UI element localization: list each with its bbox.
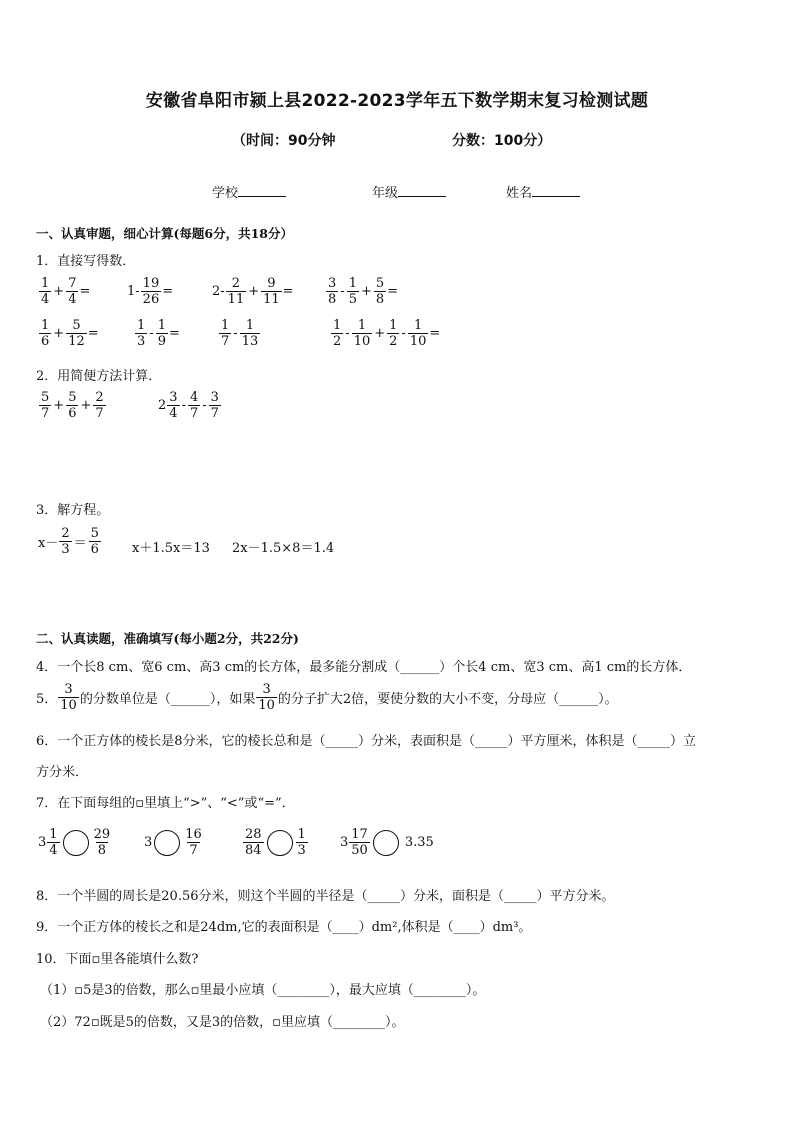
question-6-line2: 方分米．: [36, 765, 89, 780]
question-3: 3．解方程。: [36, 503, 110, 518]
compare-circle[interactable]: [373, 830, 399, 856]
question-10: 10．下面▫里各能填什么数?: [36, 952, 199, 967]
compare-circle[interactable]: [267, 830, 293, 856]
section2-heading: 二、认真读题，准确填写(每小题2分，共22分): [36, 631, 299, 646]
question-10-part2: （2）72▫既是5的倍数，又是3的倍数，▫里应填（________）。: [40, 1015, 405, 1030]
q3-eq-3: 2x－1.5×8＝1.4: [232, 541, 335, 556]
section1-heading: 一、认真审题，细心计算(每题6分，共18分）: [36, 226, 294, 241]
question-2: 2．用简便方法计算．: [36, 369, 162, 384]
q1-expr-7: $\frac{1}{7}$ - $\frac{1}{13}$: [221, 318, 259, 349]
q7-compare-1: 3 $\frac{1}{4}$ $\frac{29}{8}$: [38, 827, 111, 858]
q1-expr-4: $\frac{3}{8}$ - $\frac{1}{5}$ + $\frac{5}{8}$ =: [328, 276, 399, 307]
school-label: 学校: [212, 186, 239, 201]
name-field[interactable]: [506, 182, 580, 201]
school-field[interactable]: [212, 182, 286, 201]
exam-time: （时间：90分钟: [232, 133, 336, 149]
q3-eq-2: x＋1.5x＝13: [132, 541, 210, 556]
question-8: 8．一个半圆的周长是20.56分米，则这个半圆的半径是（_____）分米，面积是（_____）平方分米。: [36, 889, 615, 904]
question-10-part1: （1）▫5是3的倍数，那么▫里最小应填（________），最大应填（________）。: [40, 983, 486, 998]
name-label: 姓名: [506, 186, 533, 201]
grade-label: 年级: [372, 186, 399, 201]
question-4: 4．一个长8 cm、宽6 cm、高3 cm的长方体，最多能分割成（______）个长4 cm、宽3 cm、高1 cm的长方体．: [36, 660, 692, 675]
q1-expr-5: $\frac{1}{6}$ + $\frac{5}{12}$ =: [41, 318, 99, 349]
question-7: 7．在下面每组的▫里填上“>”、“<”或“=”．: [36, 796, 295, 811]
q1-expr-6: $\frac{1}{3}$ - $\frac{1}{9}$ =: [137, 318, 180, 349]
question-1: 1．直接写得数．: [36, 254, 136, 269]
question-5: 5． $\frac{3}{10}$ 的分数单位是（______），如果 $\frac{3}{10}$ 的分子扩大2倍，要使分数的大小不变，分母应（______）。: [36, 682, 618, 713]
q7-compare-2: 3 $\frac{16}{7}$: [144, 827, 202, 858]
question-9: 9．一个正方体的棱长之和是24dm,它的表面积是（____）dm²,体积是（____）dm³。: [36, 920, 532, 935]
q7-compare-3: $\frac{28}{84}$ $\frac{1}{3}$: [245, 827, 306, 858]
question-6-line1: 6．一个正方体的棱长是8分米，它的棱长总和是（_____）分米，表面积是（_____）平方厘米，体积是（_____）立: [36, 734, 697, 749]
school-blank[interactable]: [238, 184, 286, 197]
grade-blank[interactable]: [398, 184, 446, 197]
page-title: 安徽省阜阳市颍上县2022-2023学年五下数学期末复习检测试题: [145, 91, 649, 111]
q2-expr-1: $\frac{5}{7}$ + $\frac{5}{6}$ + $\frac{2}{7}$: [41, 390, 104, 421]
compare-circle[interactable]: [154, 830, 180, 856]
q1-expr-8: $\frac{1}{2}$ - $\frac{1}{10}$ + $\frac{1}{2}$ - $\frac{1}{10}$ =: [333, 318, 441, 349]
q7-compare-4: 3 $\frac{17}{50}$ 3.35: [340, 827, 434, 858]
q3-eq-1: x－ $\frac{2}{3}$ ＝ $\frac{5}{6}$: [38, 526, 99, 557]
compare-circle[interactable]: [63, 830, 89, 856]
name-blank[interactable]: [532, 184, 580, 197]
q1-expr-1: $\frac{1}{4}$ + $\frac{7}{4}$ =: [41, 276, 91, 307]
grade-field[interactable]: [372, 182, 446, 201]
q1-expr-2: 1- $\frac{19}{26}$ =: [127, 276, 174, 307]
exam-score: 分数：100分）: [452, 133, 552, 149]
q2-expr-2: 2 $\frac{3}{4}$ - $\frac{4}{7}$ - $\frac{3}{7}$: [158, 390, 219, 421]
q1-expr-3: 2- $\frac{2}{11}$ + $\frac{9}{11}$ =: [212, 276, 294, 307]
